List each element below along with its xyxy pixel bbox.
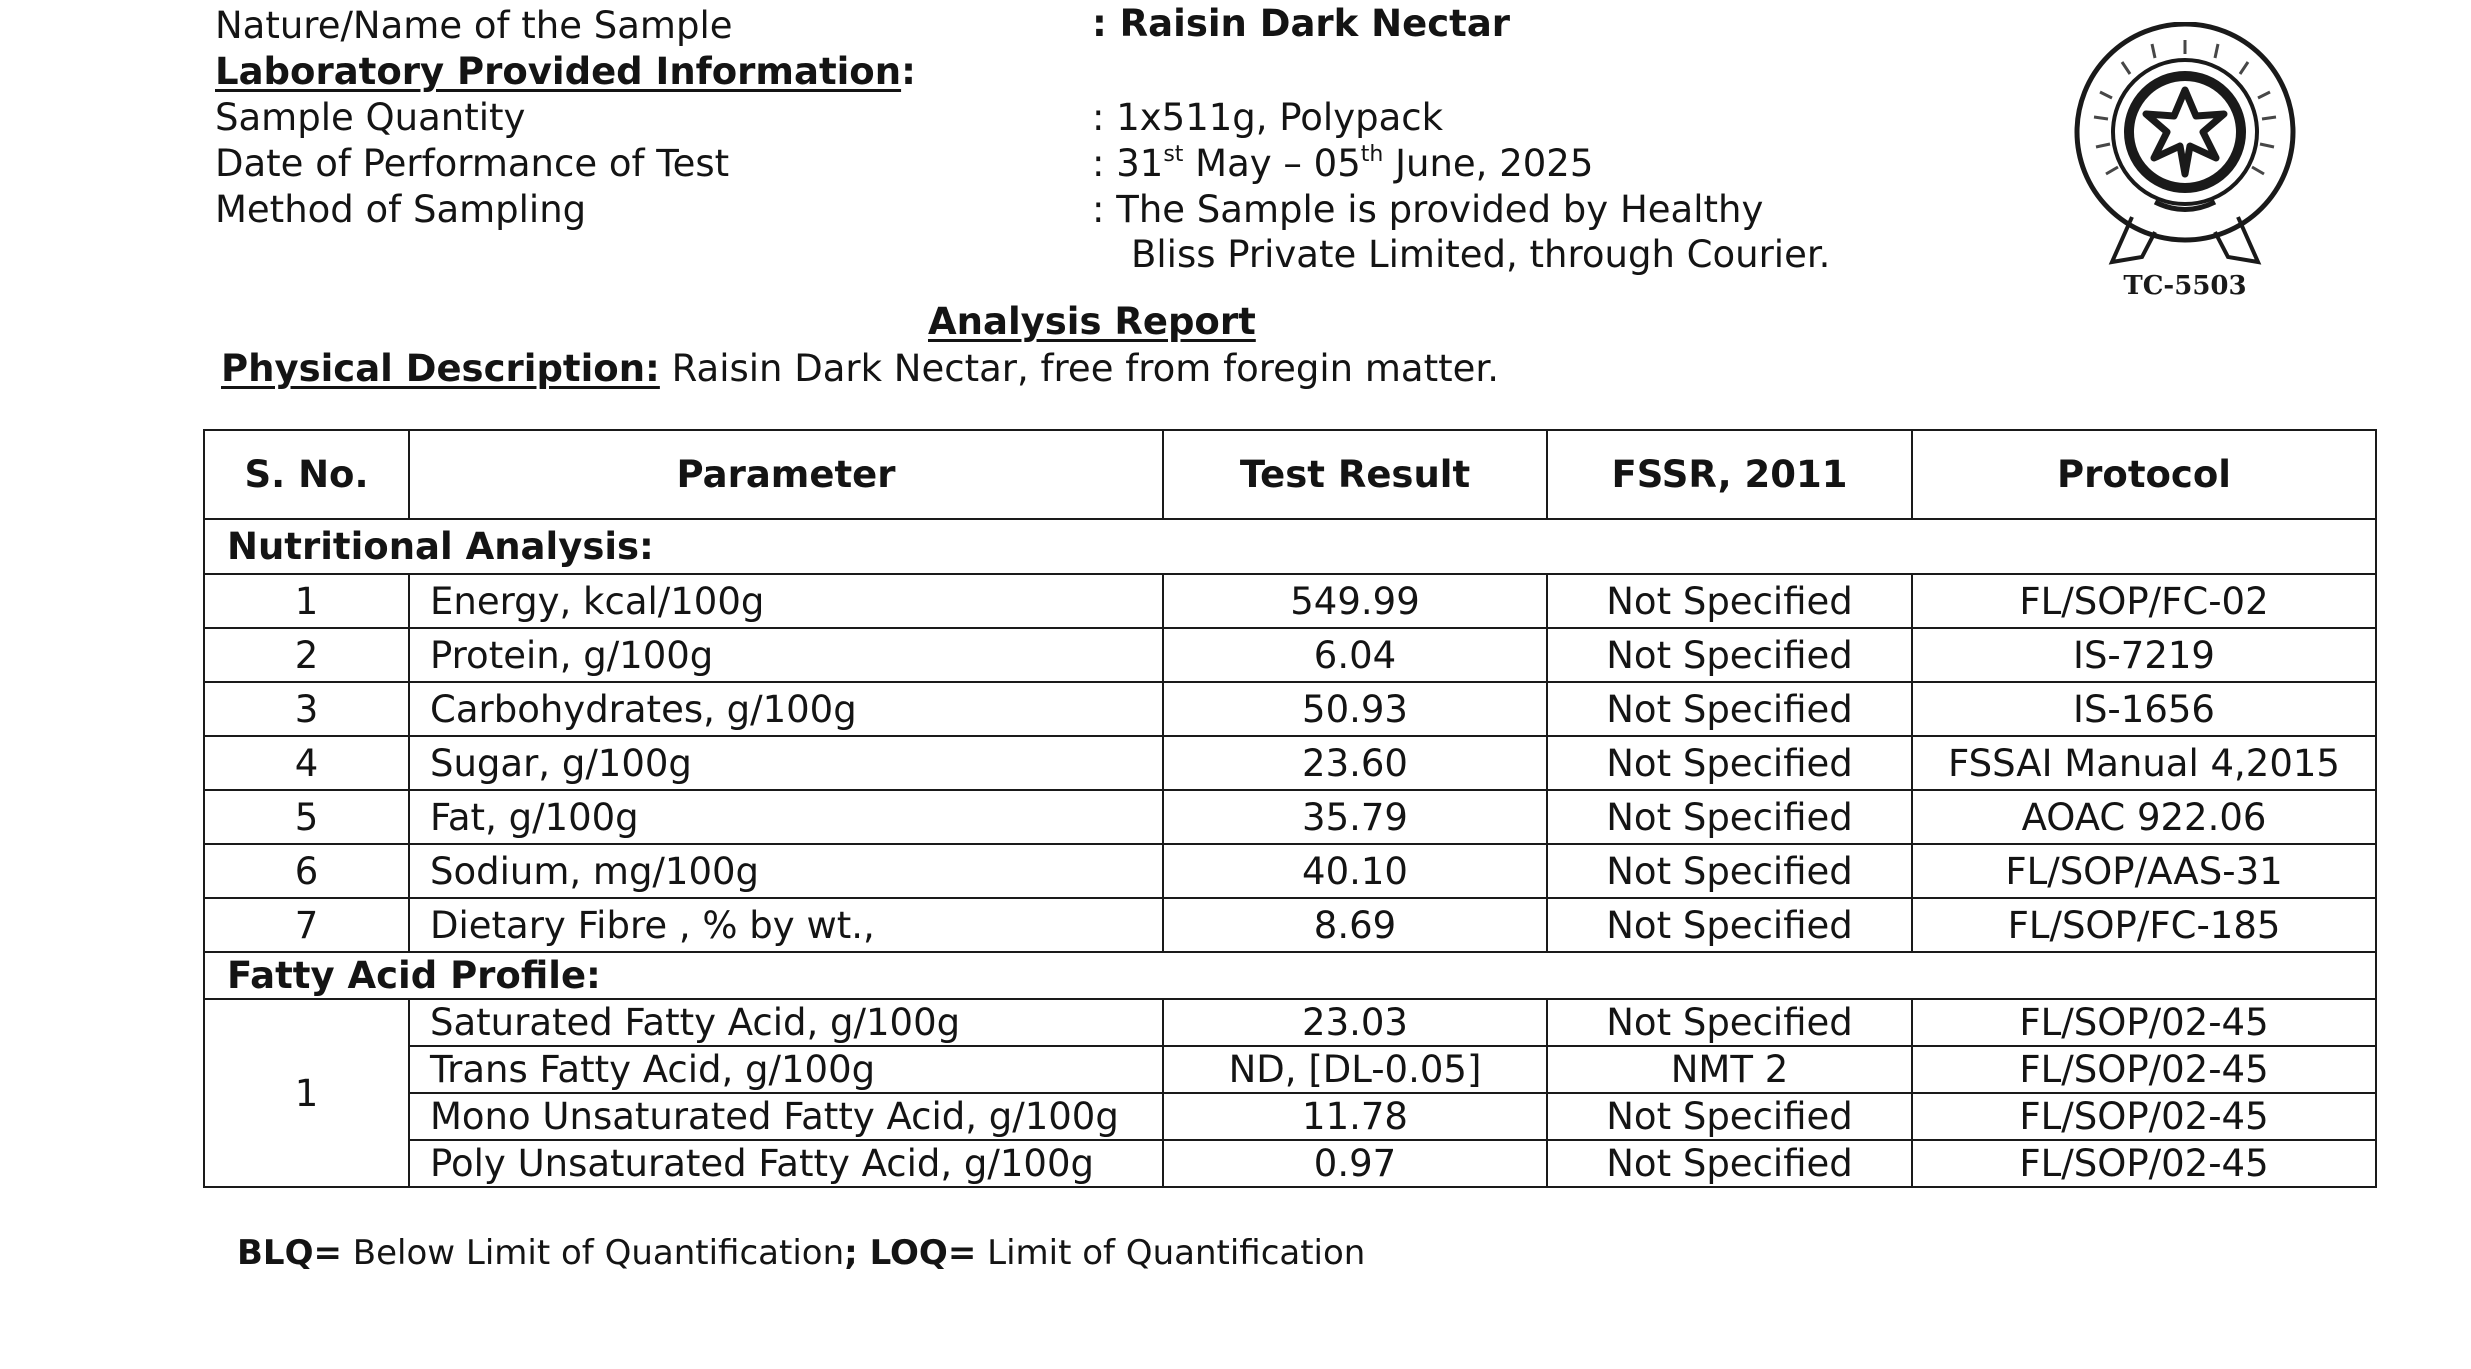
lab-info-heading-text: Laboratory Provided Information xyxy=(215,50,902,93)
cell-result: 35.79 xyxy=(1163,790,1547,844)
cell-fssr: Not Specified xyxy=(1547,844,1912,898)
lab-info-heading-colon: : xyxy=(901,50,916,93)
cell-parameter: Sodium, mg/100g xyxy=(409,844,1163,898)
cell-parameter: Carbohydrates, g/100g xyxy=(409,682,1163,736)
date-suffix: June, 2025 xyxy=(1383,142,1594,185)
footnote xyxy=(237,1233,1365,1273)
cell-sno: 2 xyxy=(204,628,409,682)
report-title: Analysis Report xyxy=(928,300,1256,343)
cell-parameter: Energy, kcal/100g xyxy=(409,574,1163,628)
cell-fssr: Not Specified xyxy=(1547,999,1912,1046)
accreditation-seal xyxy=(2060,22,2310,312)
table-header-row xyxy=(204,430,2376,519)
cell-protocol: IS-7219 xyxy=(1912,628,2376,682)
section-fatty-acid xyxy=(204,952,2376,999)
nature-value: : Raisin Dark Nectar xyxy=(1092,2,1511,45)
cell-protocol: AOAC 922.06 xyxy=(1912,790,2376,844)
cell-result: 6.04 xyxy=(1163,628,1547,682)
header-fssr: FSSR, 2011 xyxy=(1547,430,1912,519)
cell-parameter: Fat, g/100g xyxy=(409,790,1163,844)
section-title-fatty-acid: Fatty Acid Profile: xyxy=(204,952,2376,999)
header-protocol: Protocol xyxy=(1912,430,2376,519)
cell-fssr: Not Specified xyxy=(1547,1093,1912,1140)
header-sno: S. No. xyxy=(204,430,409,519)
cell-protocol: FL/SOP/02-45 xyxy=(1912,1140,2376,1187)
section-nutritional xyxy=(204,519,2376,574)
date-label: Date of Performance of Test xyxy=(215,142,730,185)
method-label: Method of Sampling xyxy=(215,188,587,231)
cell-parameter: Sugar, g/100g xyxy=(409,736,1163,790)
cell-sno: 6 xyxy=(204,844,409,898)
seal-code: TC-5503 xyxy=(2123,271,2247,301)
cell-result: 8.69 xyxy=(1163,898,1547,952)
loq-text: Limit of Quantification xyxy=(976,1233,1366,1273)
cell-fssr: Not Specified xyxy=(1547,574,1912,628)
cell-protocol: FL/SOP/02-45 xyxy=(1912,1046,2376,1093)
cell-result: 40.10 xyxy=(1163,844,1547,898)
cell-result: 50.93 xyxy=(1163,682,1547,736)
date-sup-1: st xyxy=(1163,142,1184,167)
lab-info-heading xyxy=(215,50,916,93)
cell-fssr: Not Specified xyxy=(1547,682,1912,736)
cell-fssr: Not Specified xyxy=(1547,790,1912,844)
cell-protocol: FL/SOP/FC-185 xyxy=(1912,898,2376,952)
method-value-line2: Bliss Private Limited, through Courier. xyxy=(1131,233,1831,276)
cell-parameter: Saturated Fatty Acid, g/100g xyxy=(409,999,1163,1046)
cell-parameter: Protein, g/100g xyxy=(409,628,1163,682)
table-row xyxy=(204,999,2376,1046)
date-mid: May – 05 xyxy=(1183,142,1361,185)
cell-sno: 4 xyxy=(204,736,409,790)
physical-value: Raisin Dark Nectar, free from foregin matter. xyxy=(659,347,1499,390)
cell-protocol: FL/SOP/FC-02 xyxy=(1912,574,2376,628)
cell-fssr: Not Specified xyxy=(1547,898,1912,952)
analysis-table xyxy=(203,429,2377,1188)
cell-sno: 3 xyxy=(204,682,409,736)
blq-text: Below Limit of Quantification xyxy=(341,1233,845,1273)
cell-parameter: Trans Fatty Acid, g/100g xyxy=(409,1046,1163,1093)
footnote-separator: ; xyxy=(844,1233,858,1273)
cell-result: 23.60 xyxy=(1163,736,1547,790)
cell-protocol: FL/SOP/AAS-31 xyxy=(1912,844,2376,898)
header-parameter: Parameter xyxy=(409,430,1163,519)
cell-fssr: Not Specified xyxy=(1547,736,1912,790)
cell-fssr: Not Specified xyxy=(1547,1140,1912,1187)
cell-result: 23.03 xyxy=(1163,999,1547,1046)
table-row xyxy=(204,1093,2376,1140)
date-sup-2: th xyxy=(1360,142,1384,167)
cell-sno: 5 xyxy=(204,790,409,844)
quantity-value: : 1x511g, Polypack xyxy=(1092,96,1444,139)
table-row xyxy=(204,844,2376,898)
cell-sno: 7 xyxy=(204,898,409,952)
header-test-result: Test Result xyxy=(1163,430,1547,519)
table-row xyxy=(204,1140,2376,1187)
cell-fssr: Not Specified xyxy=(1547,628,1912,682)
method-value-line1: : The Sample is provided by Healthy xyxy=(1092,188,1764,231)
cell-sno: 1 xyxy=(204,999,409,1187)
cell-parameter: Poly Unsaturated Fatty Acid, g/100g xyxy=(409,1140,1163,1187)
cell-protocol: FSSAI Manual 4,2015 xyxy=(1912,736,2376,790)
cell-result: 549.99 xyxy=(1163,574,1547,628)
blq-abbr: BLQ= xyxy=(237,1233,342,1273)
cell-parameter: Mono Unsaturated Fatty Acid, g/100g xyxy=(409,1093,1163,1140)
table-row xyxy=(204,898,2376,952)
nature-label: Nature/Name of the Sample xyxy=(215,4,733,47)
quantity-label: Sample Quantity xyxy=(215,96,526,139)
table-row xyxy=(204,1046,2376,1093)
seal-emblem-icon xyxy=(2060,22,2310,312)
table-row xyxy=(204,682,2376,736)
cell-fssr: NMT 2 xyxy=(1547,1046,1912,1093)
physical-label: Physical Description: xyxy=(221,347,660,390)
table-row xyxy=(204,628,2376,682)
physical-description xyxy=(221,347,1499,390)
cell-result: ND, [DL-0.05] xyxy=(1163,1046,1547,1093)
cell-sno: 1 xyxy=(204,574,409,628)
loq-abbr: LOQ= xyxy=(857,1233,977,1273)
section-title-nutritional: Nutritional Analysis: xyxy=(204,519,2376,574)
cell-parameter: Dietary Fibre , % by wt., xyxy=(409,898,1163,952)
cell-protocol: FL/SOP/02-45 xyxy=(1912,999,2376,1046)
date-value xyxy=(1092,142,1593,185)
cell-protocol: FL/SOP/02-45 xyxy=(1912,1093,2376,1140)
table-row xyxy=(204,790,2376,844)
table-row xyxy=(204,736,2376,790)
cell-result: 11.78 xyxy=(1163,1093,1547,1140)
cell-result: 0.97 xyxy=(1163,1140,1547,1187)
date-prefix: : 31 xyxy=(1092,142,1164,185)
cell-protocol: IS-1656 xyxy=(1912,682,2376,736)
table-row xyxy=(204,574,2376,628)
